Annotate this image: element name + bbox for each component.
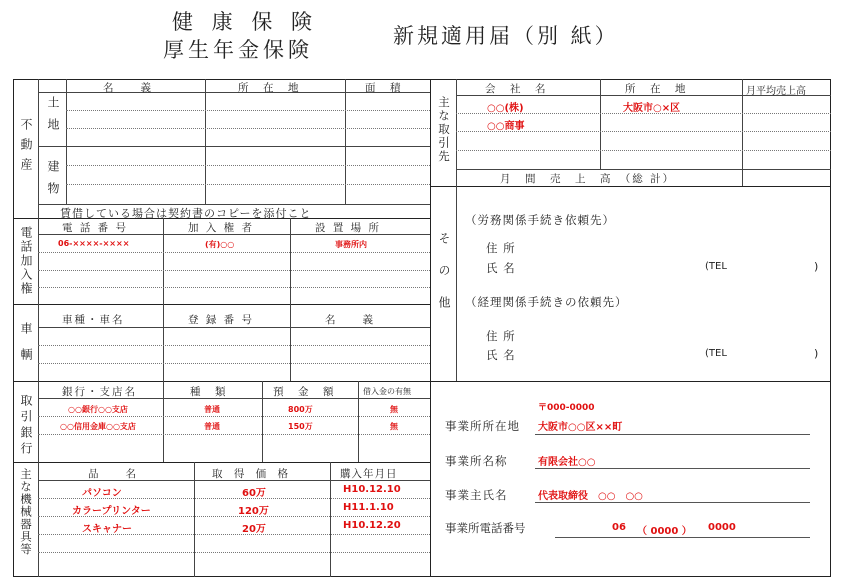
phone-col-subscriber: 加 入 権 者 (188, 222, 255, 234)
clients-total-line (456, 169, 831, 170)
office-owner-label: 事業主氏名 (445, 488, 508, 502)
bank-col-loan: 借入金の有無 (363, 387, 411, 396)
machine-row2-date: H11.1.10 (343, 502, 394, 513)
client-row2-company: ○○商事 (487, 121, 525, 132)
office-phone-last: 0000 (708, 522, 736, 533)
client-row1-address: 大阪市○×区 (623, 103, 681, 114)
office-phone-label: 事業所電話番号 (445, 521, 526, 535)
vehicle-col-reg: 登 録 番 号 (188, 314, 255, 326)
other-label-col (456, 186, 457, 381)
office-phone-underline (555, 537, 810, 538)
office-name-underline (535, 468, 810, 469)
phone-col-number: 電 話 番 号 (62, 222, 129, 234)
vehicle-col-name: 名 義 (325, 314, 375, 326)
re-col2 (345, 79, 346, 204)
acct-tel-label: (TEL (705, 348, 727, 359)
vehicle-row-line (38, 363, 430, 364)
realestate-section-label: 不動産 (19, 118, 33, 178)
office-phone-area: 06 (612, 522, 626, 533)
bank-col-kind: 種 類 (190, 386, 228, 398)
labor-tel-close: ) (814, 260, 819, 273)
labor-address-label: 住 所 (486, 241, 516, 255)
acct-name-label: 氏 名 (486, 348, 516, 362)
bank-label-col (38, 381, 39, 462)
land-label: 土地 (46, 96, 60, 140)
clients-section-label: 主な取引先 (437, 96, 451, 164)
office-name-value: 有限会社○○ (538, 457, 596, 468)
labor-tel-label: (TEL (705, 261, 727, 272)
bank-row-line (38, 434, 430, 435)
machine-row2-name: カラープリンター (72, 506, 151, 517)
phone-col1 (163, 218, 164, 304)
bank-row1-loan: 無 (390, 405, 398, 414)
office-name-label: 事業所名称 (445, 454, 508, 468)
bank-row2-balance: 150万 (288, 422, 313, 431)
title-line2: 厚生年金保険 (163, 38, 313, 62)
re-row-line (66, 184, 430, 185)
phone-col-location: 設 置 場 所 (315, 222, 382, 234)
re-note: 賃借している場合は契約書のコピーを添付こと (60, 207, 312, 220)
other-section-label: その他 (437, 232, 451, 328)
phone-row-line (38, 270, 430, 271)
clients-col-sales: 月平均売上高 (746, 86, 806, 97)
re-sub-col (66, 79, 67, 204)
machine-row1-price: 60万 (242, 488, 266, 499)
bank-col2 (262, 381, 263, 462)
re-label-col (38, 79, 39, 218)
bank-row2-loan: 無 (390, 422, 398, 431)
re-row-line (66, 165, 430, 166)
phone-location: 事務所内 (335, 240, 367, 249)
bank-row1-kind: 普通 (204, 405, 220, 414)
re-row-line (66, 110, 430, 111)
re-col-address: 所 在 地 (238, 82, 301, 94)
phone-row-line (38, 252, 430, 253)
acct-address-label: 住 所 (486, 329, 516, 343)
vehicle-col2 (290, 304, 291, 381)
bank-col-bank: 銀行・支店名 (62, 386, 137, 398)
title-line1: 健 康 保 険 (172, 10, 319, 34)
vehicle-section-label: 車輌 (19, 322, 33, 374)
machine-row1-date: H10.12.10 (343, 484, 401, 495)
machine-col-price: 取 得 価 格 (212, 468, 293, 480)
office-owner-underline (535, 502, 810, 503)
machine-section-label: 主な機械器具等 (19, 468, 33, 556)
clients-total-label: 月 間 売 上 高 （総 計） (500, 173, 676, 185)
re-mid-line (38, 146, 430, 147)
vehicle-label-col (38, 304, 39, 381)
machine-row1-name: パソコン (82, 488, 122, 499)
machine-row3-date: H10.12.20 (343, 520, 401, 531)
vehicle-col-type: 車種・車名 (62, 314, 125, 326)
machine-row3-price: 20万 (242, 524, 266, 535)
machine-col-name: 品 名 (88, 468, 138, 480)
title-main: 新規適用届（別 紙） (393, 24, 619, 48)
phone-subscriber: (有)○○ (205, 240, 235, 249)
vehicle-head-line (38, 327, 430, 328)
vehicle-col1 (163, 304, 164, 381)
center-divider (430, 79, 431, 577)
machine-row2-price: 120万 (238, 506, 269, 517)
phone-row-line (38, 287, 430, 288)
phone-label-col (38, 218, 39, 304)
bank-col1 (163, 381, 164, 462)
office-owner-value: 代表取締役 ○○ ○○ (538, 491, 643, 502)
phone-section-label: 電話加入権 (19, 226, 33, 296)
machine-row-line (38, 552, 430, 553)
divider-bank (13, 462, 431, 463)
office-address-underline (535, 434, 810, 435)
acct-tel-close: ) (814, 347, 819, 360)
phone-col2 (290, 218, 291, 304)
divider-other (430, 381, 831, 382)
office-address-value: 大阪市○○区××町 (538, 422, 623, 433)
divider-clients (430, 186, 831, 187)
bank-row-line (38, 416, 430, 417)
clients-col1 (600, 79, 601, 169)
bank-row1-balance: 800万 (288, 405, 313, 414)
vehicle-row-line (38, 345, 430, 346)
bank-col3 (358, 381, 359, 462)
divider-phone (13, 304, 431, 305)
machine-col-date: 購入年月日 (340, 468, 398, 480)
labor-name-label: 氏 名 (486, 261, 516, 275)
office-postal: 〒000-0000 (538, 403, 595, 413)
office-address-label: 事業所所在地 (445, 419, 520, 433)
phone-number: 06-××××-×××× (58, 239, 130, 248)
clients-col-address: 所 在 地 (625, 83, 688, 95)
acct-heading: （経理関係手続きの依頼先） (465, 295, 628, 309)
bank-row2-bank: ○○信用金庫○○支店 (60, 422, 136, 431)
re-row-line (66, 128, 430, 129)
divider-vehicle (13, 381, 431, 382)
machine-row3-name: スキャナー (82, 524, 132, 535)
labor-heading: （労務関係手続き依頼先） (465, 213, 615, 227)
bank-row1-bank: ○○銀行○○支店 (68, 405, 128, 414)
re-col-name: 名 義 (103, 82, 153, 94)
office-phone-mid: （ 0000 ） (637, 526, 692, 537)
re-col1 (205, 79, 206, 204)
bank-col-balance: 預 金 額 (273, 386, 336, 398)
bank-row2-kind: 普通 (204, 422, 220, 431)
clients-row-line (456, 150, 831, 151)
bank-section-label: 取引銀行 (19, 394, 33, 458)
client-row1-company: ○○(株) (487, 103, 524, 114)
re-col-area: 面 積 (365, 82, 403, 94)
building-label: 建物 (46, 160, 60, 204)
clients-col-company: 会 社 名 (485, 83, 548, 95)
